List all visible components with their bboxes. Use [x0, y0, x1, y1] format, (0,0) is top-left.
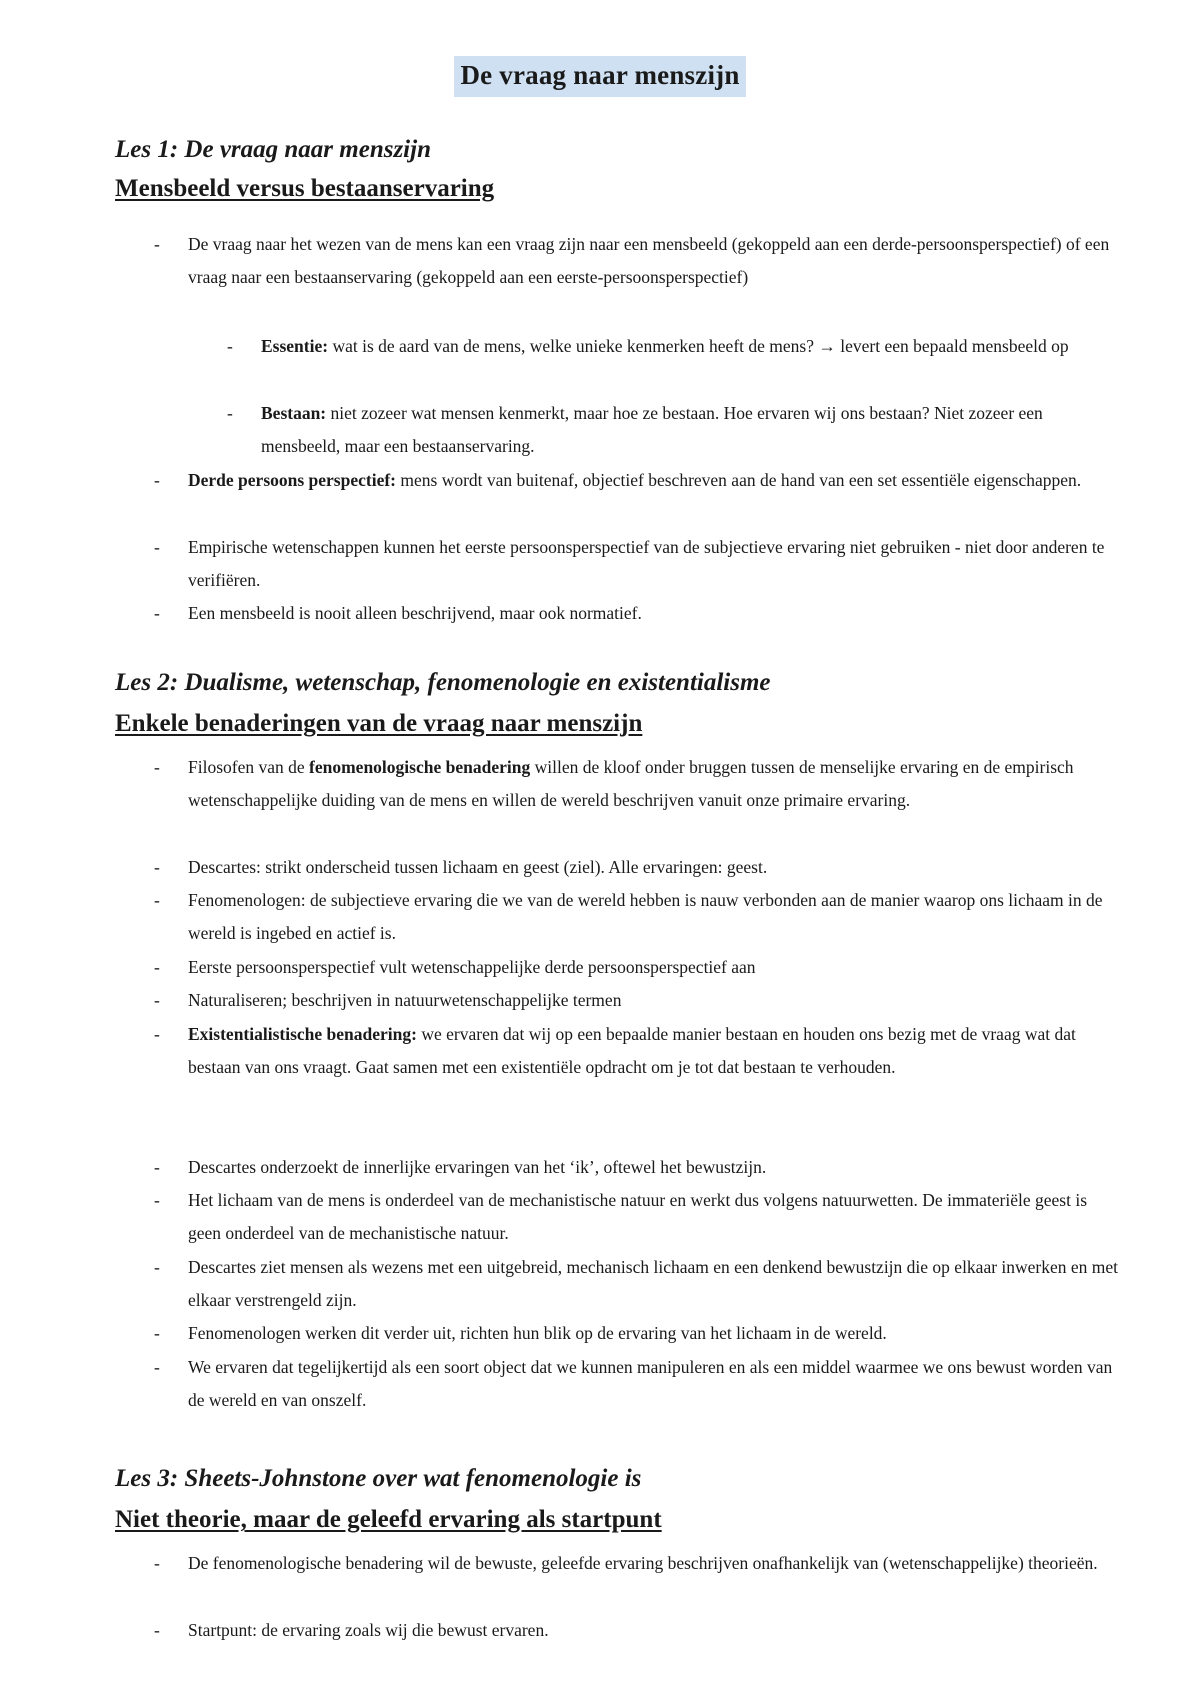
bullet-dash: -: [227, 403, 233, 423]
bullet-dash: -: [227, 336, 233, 356]
bullet-dash: -: [154, 1257, 160, 1277]
list-item: - Fenomenologen: de subjectieve ervaring die we van de wereld hebben is nauw verbonden aan de manier waarop ons lichaam in de wereld is ingebed en actief is.: [188, 884, 1123, 950]
list-item: - Fenomenologen werken dit verder uit, richten hun blik op de ervaring van het lichaam in de wereld.: [188, 1317, 1123, 1350]
document-title: [0, 56, 1200, 97]
bullet-dash: -: [154, 990, 160, 1010]
list-item: - Descartes ziet mensen als wezens met een uitgebreid, mechanisch lichaam en een denkend bewustzijn die op elkaar inwerken en met elkaar verstrengeld zijn.: [188, 1251, 1123, 1317]
list-item: - Filosofen van de fenomenologische benadering willen de kloof onder bruggen tussen de menselijke ervaring en de empirisch wetenschappelijke duiding van de mens en willen de wereld beschrijven vanuit onze primaire ervaring.: [188, 751, 1123, 817]
section-subheading-les2: Enkele benaderingen van de vraag naar menszijn: [115, 710, 643, 737]
list-item: - We ervaren dat tegelijkertijd als een soort object dat we kunnen manipuleren en als een middel waarmee we ons bewust worden van de wereld en van onszelf.: [188, 1351, 1123, 1417]
list-item: - Bestaan: niet zozeer wat mensen kenmerkt, maar hoe ze bestaan. Hoe ervaren wij ons bestaan? Niet zozeer een mensbeeld, maar een bestaanservaring.: [261, 397, 1111, 463]
bullet-dash: -: [154, 1553, 160, 1573]
list-item: - Existentialistische benadering: we ervaren dat wij op een bepaalde manier bestaan en houden ons bezig met de vraag wat dat bestaan van ons vraagt. Gaat samen met een existentiële opdracht om je tot dat bestaan te verhouden.: [188, 1018, 1123, 1084]
list-item: - Essentie: wat is de aard van de mens, welke unieke kenmerken heeft de mens? → levert een bepaald mensbeeld op: [261, 330, 1111, 363]
bullet-dash: -: [154, 234, 160, 254]
list-item: - Een mensbeeld is nooit alleen beschrijvend, maar ook normatief.: [188, 597, 1123, 630]
section-heading-les3: Les 3: Sheets-Johnstone over wat fenomenologie is: [115, 1465, 642, 1492]
list-item: - Derde persoons perspectief: mens wordt van buitenaf, objectief beschreven aan de hand van een set essentiële eigenschappen.: [188, 464, 1123, 497]
bullet-dash: -: [154, 1157, 160, 1177]
list-item: - Descartes: strikt onderscheid tussen lichaam en geest (ziel). Alle ervaringen: geest.: [188, 851, 1123, 884]
list-item: - Het lichaam van de mens is onderdeel van de mechanistische natuur en werkt dus volgens natuurwetten. De immateriële geest is geen onderdeel van de mechanistische natuur.: [188, 1184, 1123, 1250]
bullet-dash: -: [154, 537, 160, 557]
bullet-dash: -: [154, 1024, 160, 1044]
bullet-dash: -: [154, 957, 160, 977]
list-item: - Naturaliseren; beschrijven in natuurwetenschappelijke termen: [188, 984, 1123, 1017]
list-item: - Startpunt: de ervaring zoals wij die bewust ervaren.: [188, 1614, 1123, 1647]
bullet-dash: -: [154, 603, 160, 623]
bullet-dash: -: [154, 890, 160, 910]
bullet-dash: -: [154, 470, 160, 490]
bullet-dash: -: [154, 1323, 160, 1343]
list-item: - De vraag naar het wezen van de mens kan een vraag zijn naar een mensbeeld (gekoppeld aan een derde-persoonsperspectief) of een vraag naar een bestaanservaring (gekoppeld aan een eerste-persoonsperspectief): [188, 228, 1123, 294]
list-item: - De fenomenologische benadering wil de bewuste, geleefde ervaring beschrijven onafhankelijk van (wetenschappelijke) theorieën.: [188, 1547, 1123, 1580]
bullet-dash: -: [154, 1190, 160, 1210]
list-item: - Eerste persoonsperspectief vult wetenschappelijke derde persoonsperspectief aan: [188, 951, 1123, 984]
bullet-dash: -: [154, 1620, 160, 1640]
section-heading-les2: Les 2: Dualisme, wetenschap, fenomenologie en existentialisme: [115, 669, 771, 696]
list-item: - Empirische wetenschappen kunnen het eerste persoonsperspectief van de subjectieve ervaring niet gebruiken - niet door anderen te verifiëren.: [188, 531, 1123, 597]
list-item: - Descartes onderzoekt de innerlijke ervaringen van het ‘ik’, oftewel het bewustzijn.: [188, 1151, 1123, 1184]
section-subheading-les3: Niet theorie, maar de geleefd ervaring als startpunt: [115, 1506, 662, 1533]
bullet-dash: -: [154, 1357, 160, 1377]
document-title-text: De vraag naar menszijn: [454, 56, 745, 97]
bullet-dash: -: [154, 857, 160, 877]
section-heading-les1: Les 1: De vraag naar menszijn: [115, 136, 431, 163]
section-subheading-les1: Mensbeeld versus bestaanservaring: [115, 175, 495, 202]
bullet-dash: -: [154, 757, 160, 777]
